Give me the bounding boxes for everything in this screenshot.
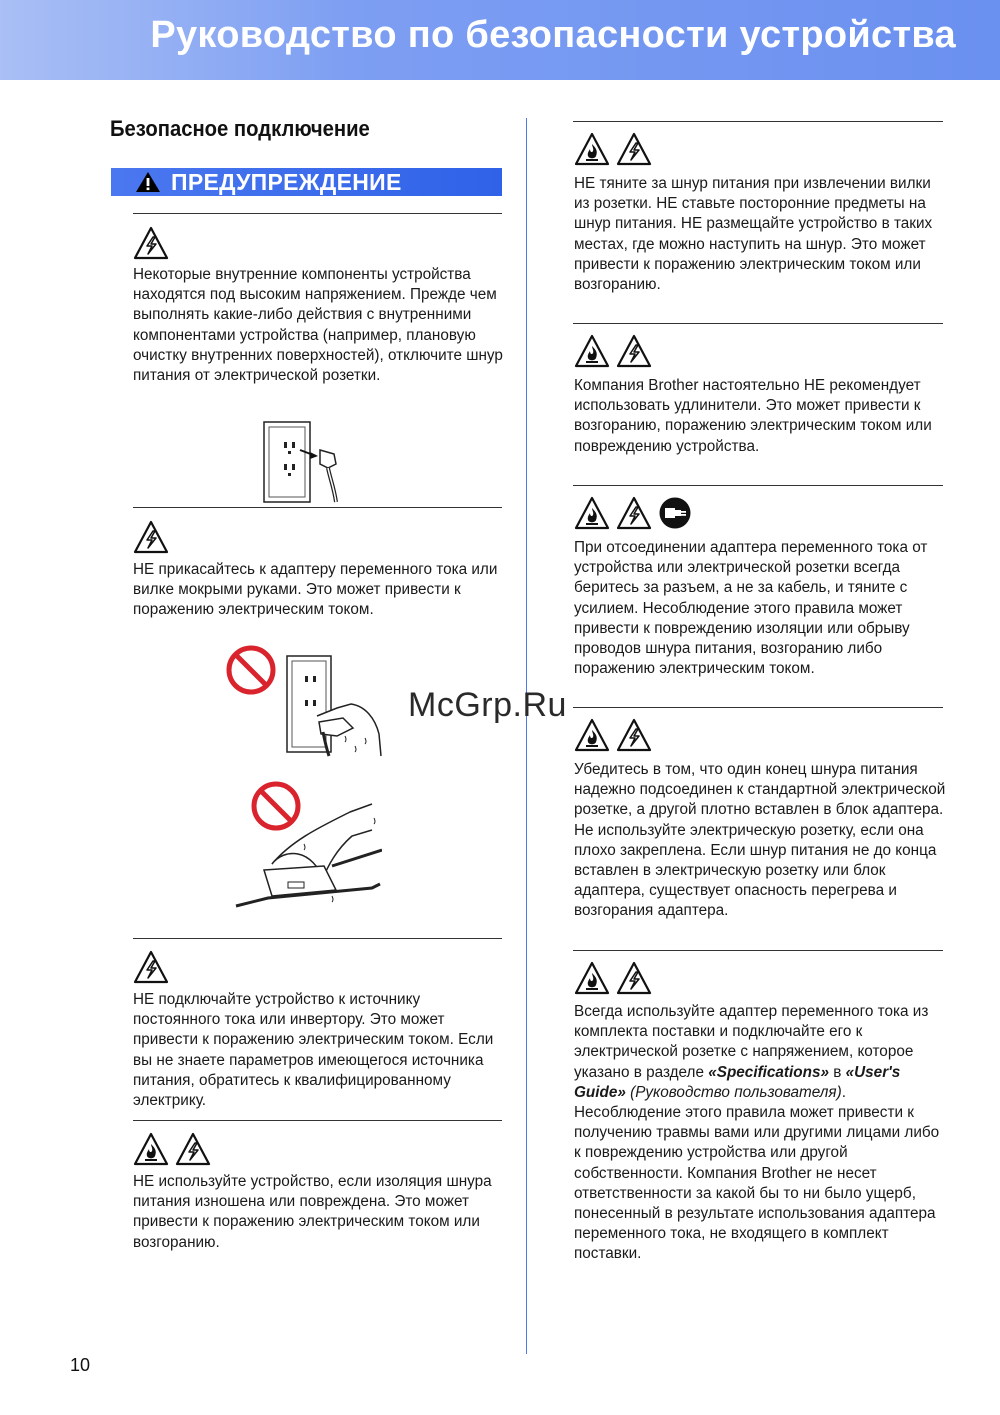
divider — [133, 1120, 502, 1121]
warning-banner — [111, 168, 502, 196]
paragraph — [574, 1002, 949, 1265]
hazard-icons — [574, 334, 652, 368]
electrical-hazard-icon — [616, 132, 652, 166]
divider — [133, 507, 502, 508]
hazard-icons — [574, 961, 652, 995]
electrical-hazard-icon — [175, 1132, 211, 1166]
unplug-illustration — [258, 418, 368, 504]
paragraph: НЕ используйте устройство, если изоляция шнура питания изношена или повреждена. Это может привести к поражению электрическим током или возгоранию. — [133, 1173, 492, 1251]
divider — [133, 938, 502, 939]
divider — [133, 213, 502, 214]
text: . Несоблюдение этого правила может привести к получению травмы вами или другими лицами либо к повреждению устройства или другой собственности. Компания Brother не несет ответственности за какой бы то ни было ущерб, понесенный в результате использования адаптера переменного тока, не входящего в комплект поставки. — [574, 1083, 940, 1263]
electrical-hazard-icon — [616, 496, 652, 530]
fire-hazard-icon — [574, 334, 610, 368]
fire-hazard-icon — [574, 961, 610, 995]
wet-hands-adapter-illustration — [232, 770, 382, 912]
warning-label: ПРЕДУПРЕЖДЕНИЕ — [171, 169, 402, 195]
hazard-icons — [133, 950, 169, 984]
fire-hazard-icon — [574, 496, 610, 530]
paragraph: Убедитесь в том, что один конец шнура питания надежно подсоединен к стандартной электрической розетке, а другой плотно вставлен в блок адаптера. Не используйте электрическую розетку, если она плохо закреплена. Если шнур питания не до конца вставлен в электрическую розетку или блок адаптера, существует опасность перегрева и возгорания адаптера. — [574, 761, 946, 920]
paragraph: НЕ тяните за шнур питания при извлечении вилки из розетки. НЕ ставьте посторонние предметы на шнур питания. НЕ размещайте устройство в таких местах, где можно наступить на шнур. Это может привести к поражению электрическим током или возгоранию. — [574, 175, 933, 294]
hazard-icons — [133, 226, 169, 260]
electrical-hazard-icon — [616, 961, 652, 995]
divider — [573, 485, 943, 486]
divider — [573, 323, 943, 324]
paragraph: НЕ прикасайтесь к адаптеру переменного тока или вилке мокрыми руками. Это может привести к поражению электрическим током. — [133, 561, 498, 619]
text: Всегда используйте адаптер переменного тока из комплекта поставки и подключайте его к электрической розетке с напряжением, которое указано в разделе — [574, 1003, 929, 1081]
hazard-icons — [574, 718, 652, 752]
paragraph: НЕ подключайте устройство к источнику постоянного тока или инвертору. Это может привести к поражению электрическим током. Если вы не знаете параметров имеющегося источника питания, обратитесь к квалифицированному электрику. — [133, 991, 494, 1110]
specifications-reference: «Specifications» — [708, 1063, 829, 1081]
fire-hazard-icon — [574, 718, 610, 752]
electrical-hazard-icon — [133, 950, 169, 984]
divider — [573, 950, 943, 951]
warning-triangle-icon — [135, 171, 161, 193]
text: в — [828, 1063, 846, 1081]
watermark: McGrp.Ru — [408, 686, 567, 724]
electrical-hazard-icon — [133, 226, 169, 260]
hazard-icons — [133, 1132, 211, 1166]
page-number: 10 — [70, 1355, 91, 1375]
electrical-hazard-icon — [616, 334, 652, 368]
column-divider — [526, 118, 527, 1354]
section-title: Безопасное подключение — [110, 116, 370, 141]
paragraph: При отсоединении адаптера переменного тока от устройства или электрической розетки всегда беритесь за разъем, а не за кабель, и тяните с усилием. Несоблюдение этого правила может привести к повреждению изоляции или обрыву проводов шнура питания, возгоранию либо поражению электрическим током. — [574, 539, 928, 678]
unplug-icon — [658, 496, 692, 530]
paragraph: Компания Brother настоятельно НЕ рекомендует использовать удлинители. Это может привести к возгоранию, поражению электрическим током или повреждению устройства. — [574, 377, 932, 455]
hazard-icons — [574, 496, 692, 530]
electrical-hazard-icon — [616, 718, 652, 752]
divider — [573, 707, 943, 708]
guide-translation: (Руководство пользователя) — [625, 1083, 842, 1101]
hazard-icons — [574, 132, 652, 166]
fire-hazard-icon — [133, 1132, 169, 1166]
header-banner — [0, 0, 1000, 80]
divider — [573, 121, 943, 122]
electrical-hazard-icon — [133, 520, 169, 554]
fire-hazard-icon — [574, 132, 610, 166]
paragraph: Некоторые внутренние компоненты устройства находятся под высоким напряжением. Прежде чем выполнять какие-либо действия с внутренними компонентами устройства (например, плановую очистку внутренних поверхностей), отключите шнур питания от электрической розетки. — [133, 266, 503, 385]
hazard-icons — [133, 520, 169, 554]
users-guide-reference: «User's Guide» — [574, 1063, 901, 1101]
wet-hands-plug-illustration — [225, 638, 390, 758]
page-header-title: Руководство по безопасности устройства — [150, 14, 956, 56]
